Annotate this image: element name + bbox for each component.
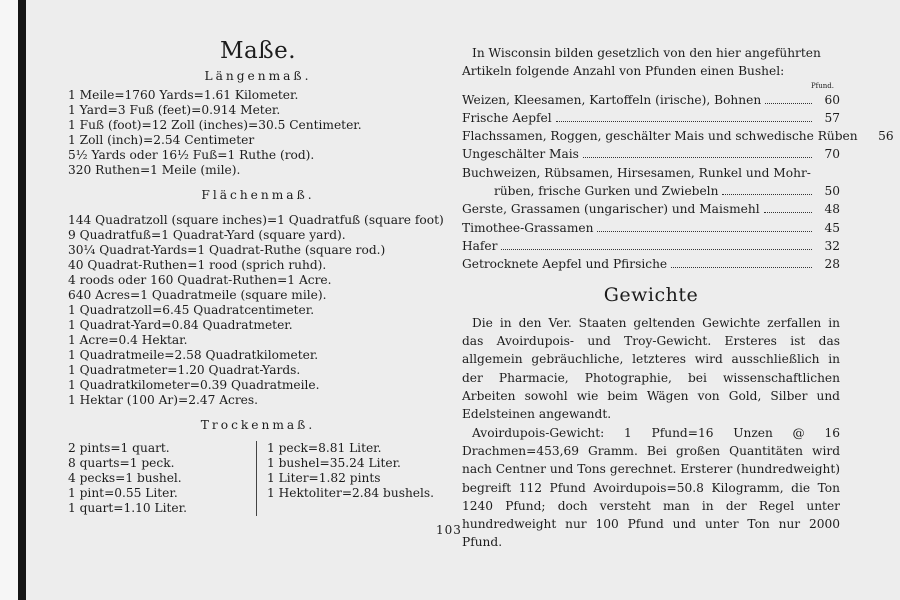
trocken-line: 4 pecks=1 bushel.: [68, 471, 182, 485]
flaechen-line: 1 Hektar (100 Ar)=2.47 Acres.: [68, 393, 259, 407]
page-edge: [0, 0, 18, 600]
bushel-label: Flachssamen, Roggen, geschälter Mais und schwedische Rüben: [462, 129, 858, 144]
unit-label: Pfund.: [810, 81, 834, 90]
bushel-label: Getrocknete Aepfel und Pfirsiche: [462, 257, 668, 272]
laengen-line: 1 Meile=1760 Yards=1.61 Kilometer.: [68, 88, 299, 102]
flaechen-line: 1 Quadrat-Yard=0.84 Quadratmeter.: [68, 318, 293, 332]
left-column: [68, 38, 448, 516]
flaechen-line: 640 Acres=1 Quadratmeile (square mile).: [68, 288, 327, 302]
flaechen-list: [68, 213, 448, 408]
bushel-row: [462, 219, 840, 237]
leader-dots: [722, 194, 812, 195]
trocken-line: 1 Hektoliter=2.84 bushels.: [267, 486, 435, 500]
laengen-line: 1 Yard=3 Fuß (feet)=0.914 Meter.: [68, 103, 281, 117]
bushel-value: 56: [878, 129, 894, 144]
flaechen-line: 4 roods oder 160 Quadrat-Ruthen=1 Acre.: [68, 273, 332, 287]
laengen-list: [68, 88, 448, 178]
leader-dots: [765, 103, 812, 104]
trocken-line: 1 pint=0.55 Liter.: [68, 486, 178, 500]
right-column: [462, 44, 894, 552]
bushel-value: 57: [824, 110, 840, 125]
book-binding: [18, 0, 26, 600]
bushel-value: 50: [824, 184, 840, 199]
heading-laengenmass: Längenmaß.: [204, 69, 312, 83]
bushel-intro: In Wisconsin bilden gesetzlich von den hier angeführten Artikeln folgende Anzahl von Pfunden einen Bushel:: [462, 46, 821, 79]
leader-dots: [597, 231, 812, 232]
bushel-row-continued: [462, 182, 840, 200]
flaechen-line: 1 Quadratmeter=1.20 Quadrat-Yards.: [68, 363, 301, 377]
flaechen-line: 40 Quadrat-Ruthen=1 rood (sprich ruhd).: [68, 258, 327, 272]
bushel-row: [462, 145, 840, 163]
flaechen-line: 1 Quadratzoll=6.45 Quadratcentimeter.: [68, 303, 315, 317]
bushel-value: 32: [824, 238, 840, 253]
bushel-value: 45: [824, 220, 840, 235]
bushel-label: Hafer: [462, 238, 498, 253]
bushel-label: rüben, frische Gurken und Zwiebeln: [494, 184, 719, 199]
trocken-line: 8 quarts=1 peck.: [68, 456, 175, 470]
flaechen-line: 9 Quadratfuß=1 Quadrat-Yard (square yard).: [68, 228, 346, 242]
bushel-row: [462, 127, 894, 145]
laengen-line: 1 Zoll (inch)=2.54 Centimeter: [68, 133, 255, 147]
flaechen-line: 1 Quadratmeile=2.58 Quadratkilometer.: [68, 348, 319, 362]
flaechen-line: 1 Quadratkilometer=0.39 Quadratmeile.: [68, 378, 320, 392]
bushel-value: 48: [824, 202, 840, 217]
bushel-value: 60: [824, 92, 840, 107]
laengen-line: 1 Fuß (foot)=12 Zoll (inches)=30.5 Centimeter.: [68, 118, 362, 132]
leader-dots: [671, 267, 812, 268]
bushel-row: [462, 200, 840, 218]
bushel-label: Frische Aepfel: [462, 110, 552, 125]
bushel-value: 28: [824, 257, 840, 272]
heading-flaechenmass: Flächenmaß.: [201, 188, 315, 202]
avoirdupois-paragraph: Avoirdupois-Gewicht: 1 Pfund=16 Unzen @ 16 Drachmen=453,69 Gramm. Bei großen Quantitäten wird nach Centner und Tons gerechnet. Ersterer (hundredweight) begreift 112 Pfund Avoirdupois=50.8 Kilogramm, die Ton 1240 Pfund; doch versteht man in der Regel unter hundredweight nur 100 Pfund und unter Ton nur 2000 Pfund.: [462, 425, 840, 550]
trocken-col-a: [68, 441, 256, 516]
bushel-label: Timothee-Grassamen: [462, 220, 594, 235]
page-number: 103: [436, 523, 462, 537]
flaechen-line: 144 Quadratzoll (square inches)=1 Quadratfuß (square foot): [68, 213, 444, 227]
laengen-line: 320 Ruthen=1 Meile (mile).: [68, 163, 241, 177]
title-masse: Maße.: [219, 38, 297, 64]
flaechen-line: 30¼ Quadrat-Yards=1 Quadrat-Ruthe (square rod.): [68, 243, 386, 257]
heading-trockenmass: Trockenmaß.: [200, 418, 316, 432]
trocken-line: 1 bushel=35.24 Liter.: [267, 456, 401, 470]
gewichte-paragraph: Die in den Ver. Staaten geltenden Gewichte zerfallen in das Avoirdupois- und Troy-Gewicht. Ersteres ist das allgemein gebräuchliche, letzteres wird ausschließlich in der Pharmacie, Photographie, bei wissenschaftlichen Arbeiten sowohl wie beim Wägen von Gold, Silber und Edelsteinen angewandt.: [462, 315, 840, 422]
trocken-line: 1 peck=8.81 Liter.: [267, 441, 382, 455]
trocken-line: 1 quart=1.10 Liter.: [68, 501, 187, 515]
flaechen-line: 1 Acre=0.4 Hektar.: [68, 333, 188, 347]
title-gewichte: Gewichte: [603, 283, 699, 306]
bushel-row: [462, 237, 840, 255]
bushel-row: [462, 109, 840, 127]
leader-dots: [764, 212, 812, 213]
bushel-row: [462, 164, 840, 182]
trocken-col-b: [256, 441, 434, 516]
trocken-line: 2 pints=1 quart.: [68, 441, 170, 455]
leader-dots: [583, 157, 812, 158]
trocken-table: [68, 441, 448, 516]
bushel-row: [462, 255, 840, 273]
trocken-line: 1 Liter=1.82 pints: [267, 471, 381, 485]
bushel-label: Buchweizen, Rübsamen, Hirsesamen, Runkel und Mohr-: [462, 165, 811, 180]
bushel-label: Ungeschälter Mais: [462, 147, 579, 162]
laengen-line: 5½ Yards oder 16½ Fuß=1 Ruthe (rod).: [68, 148, 315, 162]
bushel-value: 70: [824, 147, 840, 162]
bushel-label: Weizen, Kleesamen, Kartoffeln (irische), Bohnen: [462, 92, 762, 107]
leader-dots: [556, 121, 812, 122]
leader-dots: [501, 249, 812, 250]
bushel-label: Gerste, Grassamen (ungarischer) und Maismehl: [462, 202, 760, 217]
bushel-row: [462, 91, 840, 109]
